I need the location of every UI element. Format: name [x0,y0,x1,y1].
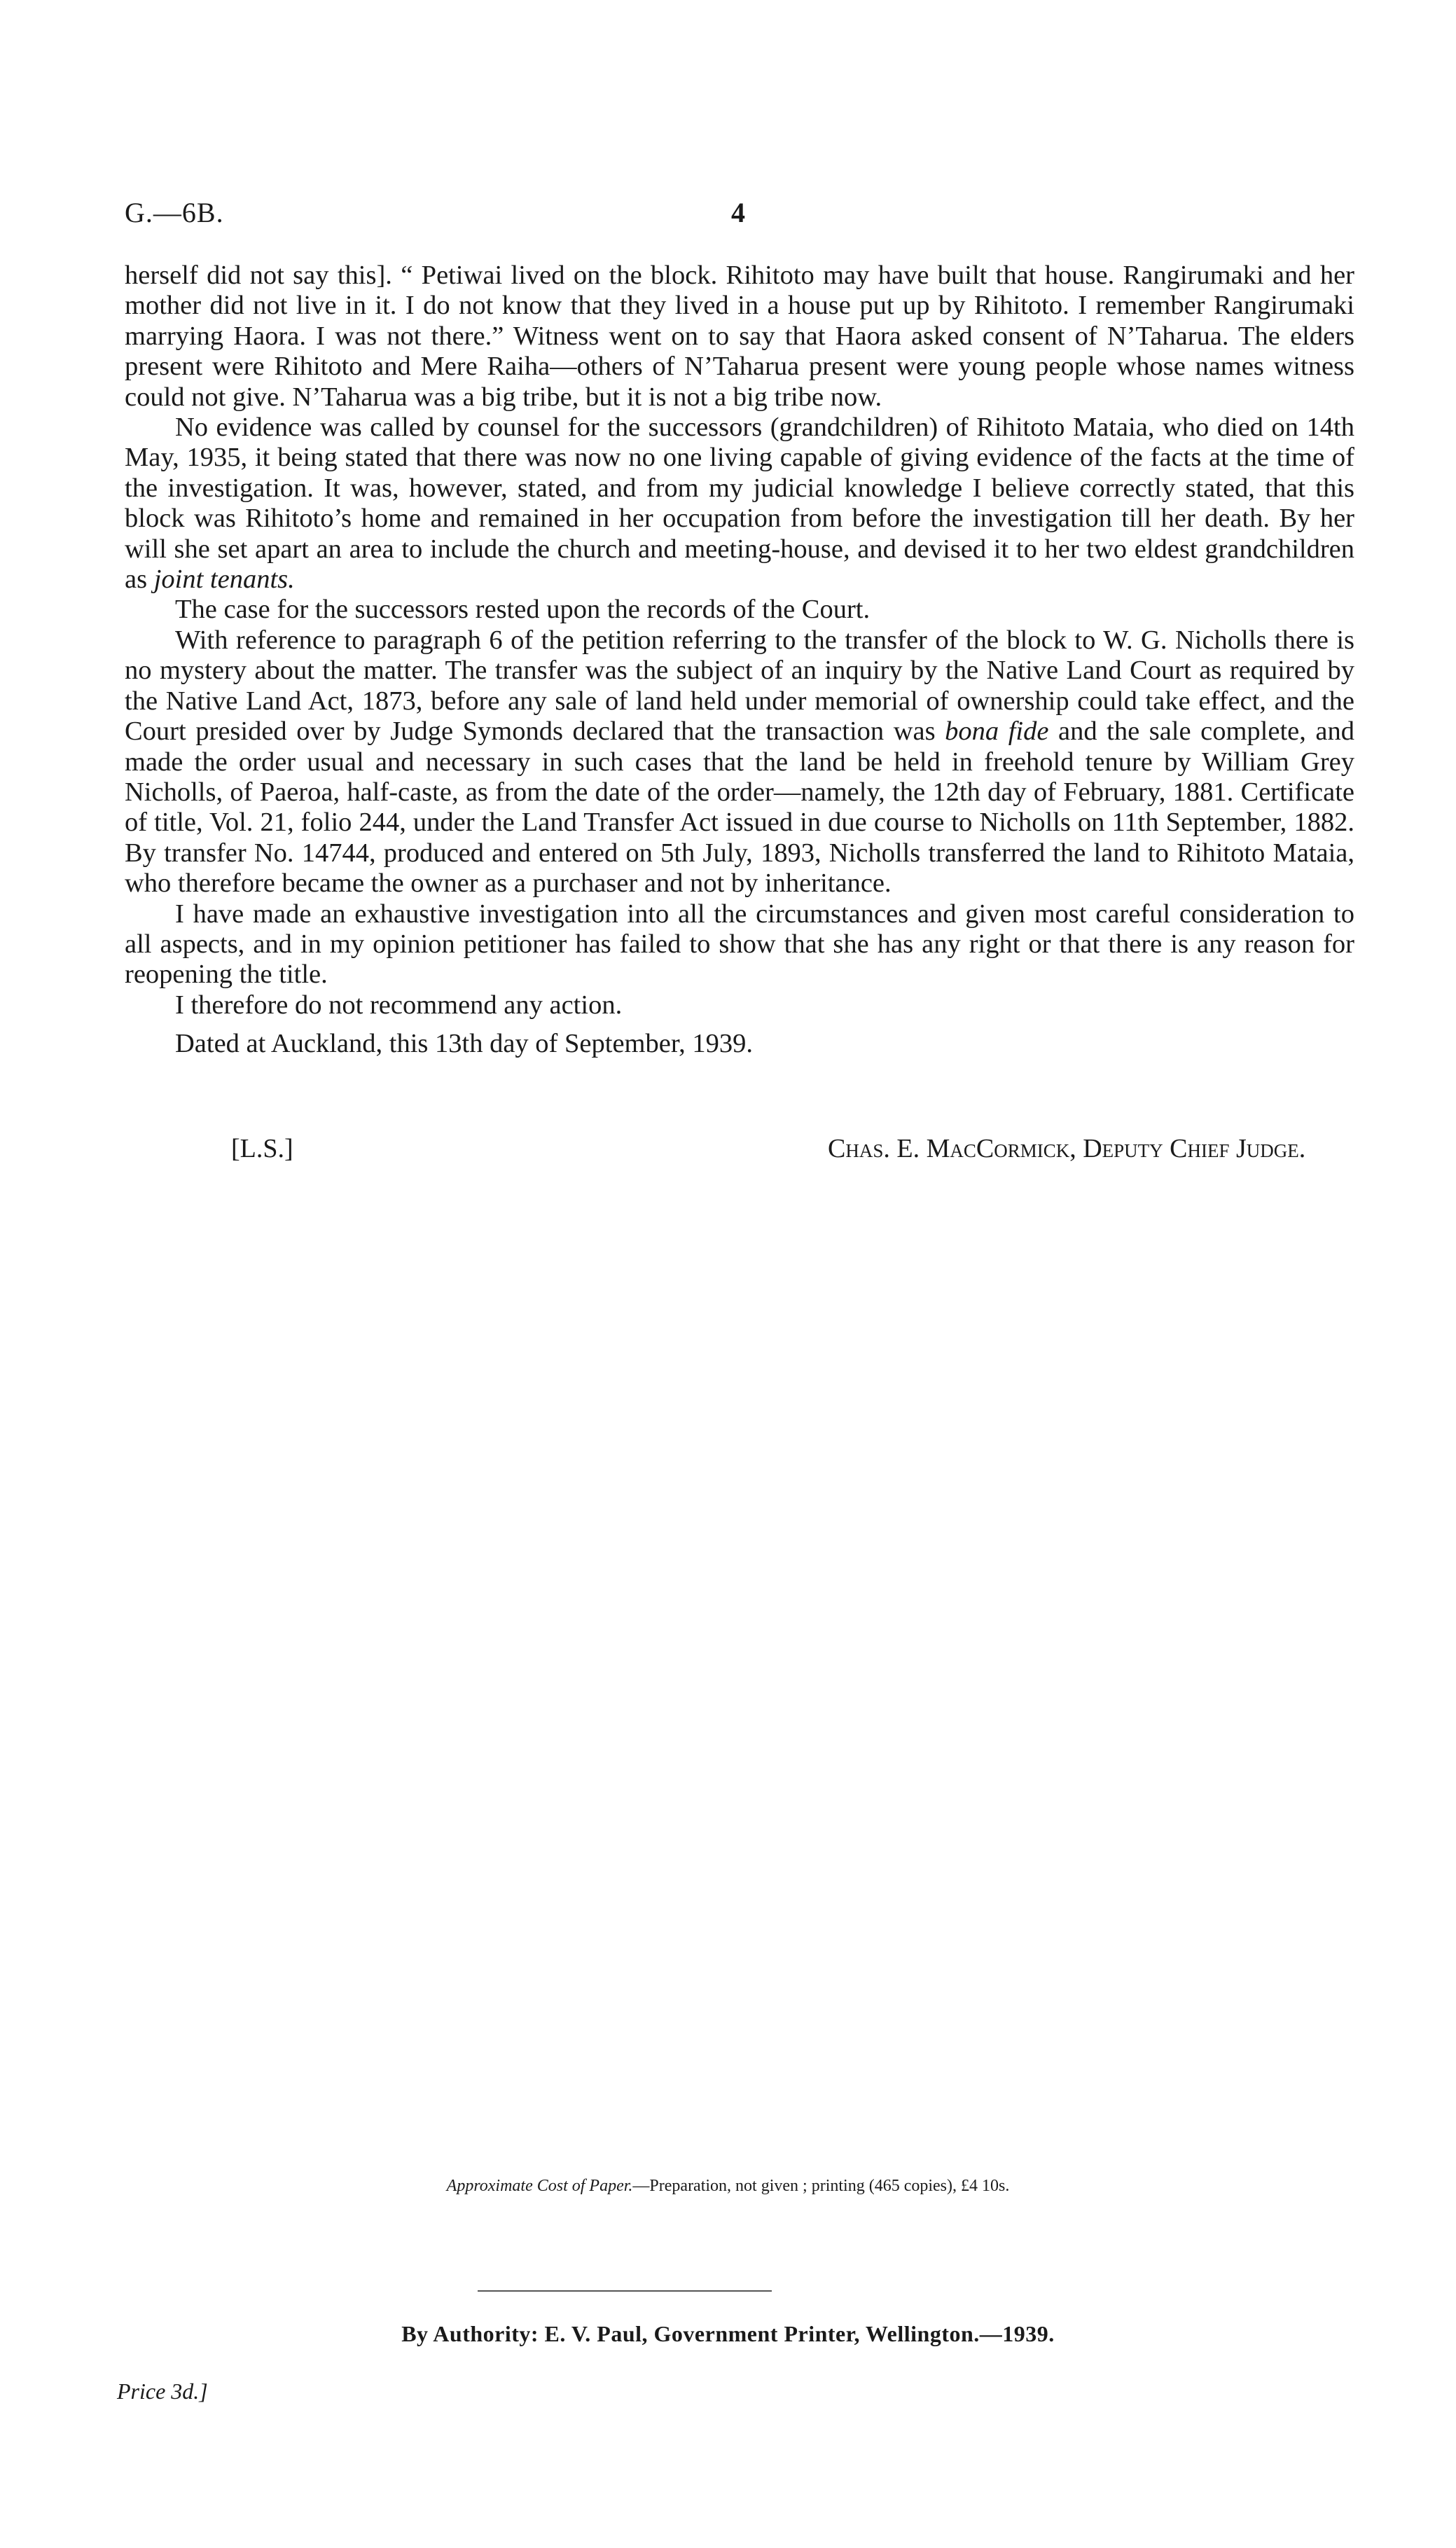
printer-authority: By Authority: E. V. Paul, Government Printer, Wellington.—1939. [401,2321,1055,2346]
cost-label: Approximate Cost of Paper. [446,2177,633,2195]
footer-divider [478,2290,772,2292]
dated-line: Dated at Auckland, this 13th day of September, 1939. [175,1029,753,1059]
signatory: Chas. E. MacCormick, Deputy Chief Judge. [828,1134,1306,1163]
joint-tenants-term: joint tenants. [153,565,295,595]
page-header [125,196,1315,238]
paragraph-testimony: herself did not say this]. “ Petiwai lived on the block. Rihitoto may have built that house. Rangirumaki and her mother did not live in it. I do not know that they lived in a house put up by Rihitoto. I remember Rangirumaki marrying Haora. I was not there.” Witness went on to say that Haora asked consent of N’Taharua. The elders present were Rihitoto and Mere Raiha—others of N’Taharua present were young people whose names witness could not give. N’Taharua was a big tribe, but it is not a big tribe now. [125,261,1354,412]
paragraph-conclusion: I have made an exhaustive investigation into all the circumstances and given most careful consideration to all aspects, and in my opinion petitioner has failed to show that she has any right or that there is any reason for reopening the title. [125,899,1354,990]
paragraph-recommendation: I therefore do not recommend any action. [175,990,623,1020]
transfer-text-part-2: and the sale complete, and made the order usual and necessary in such cases that the land be held in freehold tenure by William Grey Nicholls, of Paeroa, half-caste, as from the date of the order—namely, the 12th day of February, 1881. Certificate of title, Vol. 21, folio 244, under the Land Transfer Act issued in due course to Nicholls on 11th September, 1882. By transfer No. 14744, produced and entered on 5th July, 1893, Nicholls transferred the land to Rihitoto Mataia, who therefore became the owner as a purchaser and not by inheritance. [125,716,1355,899]
report-body [125,261,1354,1060]
price-note: Price 3d.] [117,2379,208,2404]
seal-mark: [L.S.] [231,1134,293,1163]
paragraph-transfer-history [125,625,1354,899]
paragraph-successors-text: No evidence was called by counsel for the successors (grandchildren) of Rihitoto Mataia, who died on 14th May, 1935, it being stated that there was now no one living capable of giving evidence of the facts at the time of the investigation. It was, however, stated, and from my judicial knowledge I believe correctly stated, that this block was Rihitoto’s home and remained in her occupation from before the investigation till her death. By her will she set apart an area to include the church and meeting-house, and devised it to her two eldest grandchildren as [125,413,1354,595]
cost-detail: —Preparation, not given ; printing (465 copies), £4 10s. [632,2177,1010,2195]
bona-fide-term: bona fide [945,716,1049,747]
page-number: 4 [731,197,745,228]
cost-of-paper-note [0,2177,1456,2196]
paper-reference: G.—6B. [125,197,224,228]
paragraph-court-records: The case for the successors rested upon the records of the Court. [175,595,871,625]
transfer-text-part-1: With reference to paragraph 6 of the petition referring to the transfer of the block to W. G. Nicholls there is no mystery about the matter. The transfer was the subject of an inquiry by the Native Land Court as required by the Native Land Act, 1873, before any sale of land held under memorial of ownership could take effect, and the Court presided over by Judge Symonds declared that the transaction was [125,625,1354,747]
signature-block [125,1133,1354,1168]
paragraph-successors-evidence [125,413,1354,595]
